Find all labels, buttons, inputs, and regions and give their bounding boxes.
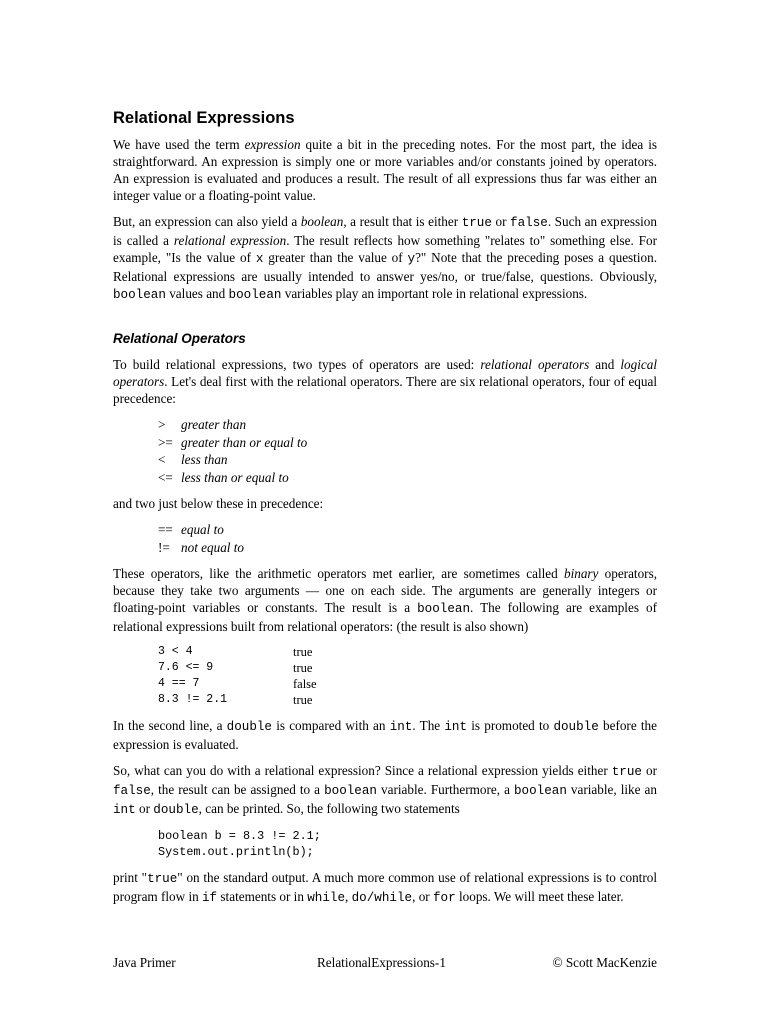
example-expression: 8.3 != 2.1 [158,693,228,706]
usage-paragraph [113,762,657,819]
code-block [158,828,657,860]
example-row [158,644,657,660]
operator-row [158,469,657,487]
operator-row [158,416,657,434]
text: variable. Furthermore, a [376,782,514,797]
emphasis: logical operators [113,357,657,389]
code-inline: false [510,216,548,230]
code-inline: true [611,765,642,779]
text: . The following are examples of relational expressions built from relational operators: (the result is also shown) [113,600,657,634]
emphasis: relational operators [480,357,590,372]
operator-description: less than or equal to [181,469,289,485]
intro-paragraph [113,136,657,204]
operator-list-equality [158,521,657,556]
operator-description: not equal to [181,539,245,555]
emphasis: relational expression [173,233,287,248]
control-flow-paragraph [113,869,657,907]
operator-symbol: < [158,452,166,467]
text: , or [412,889,433,904]
text: , the result can be assigned to a [150,782,325,797]
text: . Such an expression is called a [113,214,657,248]
text: or [641,763,657,778]
text: " on the standard output. A much more common use of relational expressions is to control program flow in [113,870,657,904]
example-expression: 7.6 <= 9 [158,661,214,674]
code-inline: true [147,872,178,886]
operator-symbol: != [158,539,170,555]
page-title: Relational Expressions [113,109,295,127]
example-row [158,692,657,708]
footer-copyright: © Scott MacKenzie [552,955,657,970]
text: , can be printed. So, the following two statements [198,801,460,816]
text: To build relational expressions, two types of operators are used: [113,357,481,372]
boolean-paragraph [113,213,657,304]
document-page [113,108,657,916]
text: greater than the value of [263,250,408,265]
code-inline: if [202,891,218,905]
code-inline: boolean [324,784,377,798]
text: or [135,801,154,816]
operator-symbol: >= [158,434,173,450]
example-result: true [293,645,313,659]
operator-symbol: <= [158,469,173,485]
code-inline: boolean [113,288,166,302]
binary-paragraph [113,565,657,635]
code-inline: do/while [351,891,413,905]
section-heading: Relational Operators [113,331,246,346]
example-row [158,660,657,676]
footer-book-title: Java Primer [113,955,176,970]
text: ?" Note that the preceding poses a question. Relational expressions are usually intended to answer yes/no, or true/false, questions. Obviously, [113,250,657,284]
operator-list-primary [158,416,657,486]
code-inline: int [113,803,136,817]
precedence-paragraph: and two just below these in precedence: [113,496,324,511]
code-line: System.out.println(b); [158,845,314,859]
code-inline: while [307,891,346,905]
code-inline: double [553,720,599,734]
text: But, an expression can also yield a [113,214,301,229]
text: is promoted to [467,718,554,733]
page-footer [113,955,657,971]
operator-row [158,434,657,452]
code-inline: boolean [228,288,282,302]
text: . The [412,718,445,733]
text: So, what can you do with a relational expression? Since a relational expression yields either [113,763,612,778]
code-inline: boolean [513,784,567,798]
code-inline: y [407,252,416,266]
example-expression: 4 == 7 [158,677,200,690]
code-inline: double [226,720,272,734]
text: before the expression is evaluated. [113,718,657,752]
text: statements or in [217,889,308,904]
promotion-paragraph [113,717,657,753]
text: These operators, like the arithmetic operators met earlier, are sometimes called [113,566,564,581]
example-result: true [293,661,313,675]
example-result: true [293,693,313,707]
code-inline: true [461,216,492,230]
code-inline: x [255,252,264,266]
code-inline: int [444,720,468,734]
operator-symbol: == [158,522,173,537]
operator-description: greater than or equal to [181,434,308,450]
emphasis: boolean [300,214,344,229]
operator-description: equal to [181,522,224,537]
operators-intro-paragraph [113,356,657,407]
text: . The result reflects how something "relates to" something else. For example, "Is the value of [113,233,658,265]
text: In the second line, a [113,718,227,733]
text: , [345,889,352,904]
text: quite a bit in the preceding notes. For the most part, the idea is straightforward. An expression is simply one or more variables and/or constants joined by operators. An expression is evaluated and produces a result. The result of all expressions thus far was either an integer value or a floating-point value. [113,137,657,203]
text: . Let's deal first with the relational operators. There are six relational operators, four of equal precedence: [113,374,657,406]
text: We have used the term [113,137,245,152]
text: loops. We will meet these later. [455,889,624,904]
operator-symbol: > [158,417,166,432]
text: , a result that is either [343,214,462,229]
text: values and [165,286,229,301]
text: variables play an important role in relational expressions. [281,286,588,301]
example-expression: 3 < 4 [158,645,193,658]
text: or [491,214,511,229]
text: is compared with an [272,718,390,733]
operator-row [158,539,657,557]
code-inline: false [113,784,151,798]
operator-row [158,521,657,539]
code-inline: boolean [417,602,471,616]
code-line: boolean b = 8.3 != 2.1; [158,829,321,843]
text: operators, because they take two arguments — one on each side. The arguments are generally integers or floating-point variables or constants. The result is a [113,566,657,615]
code-inline: double [153,803,199,817]
example-row [158,676,657,692]
example-result: false [293,677,317,691]
examples-table [158,644,657,708]
text: variable, like an [566,782,657,797]
emphasis: binary [563,566,599,581]
text: print " [113,870,148,885]
text: and [589,357,621,372]
operator-description: less than [181,452,228,467]
emphasis: expression [244,137,301,152]
footer-page-number: RelationalExpressions-1 [317,955,446,970]
operator-description: greater than [181,417,247,432]
operator-row [158,451,657,469]
code-inline: for [432,891,456,905]
code-inline: int [389,720,413,734]
